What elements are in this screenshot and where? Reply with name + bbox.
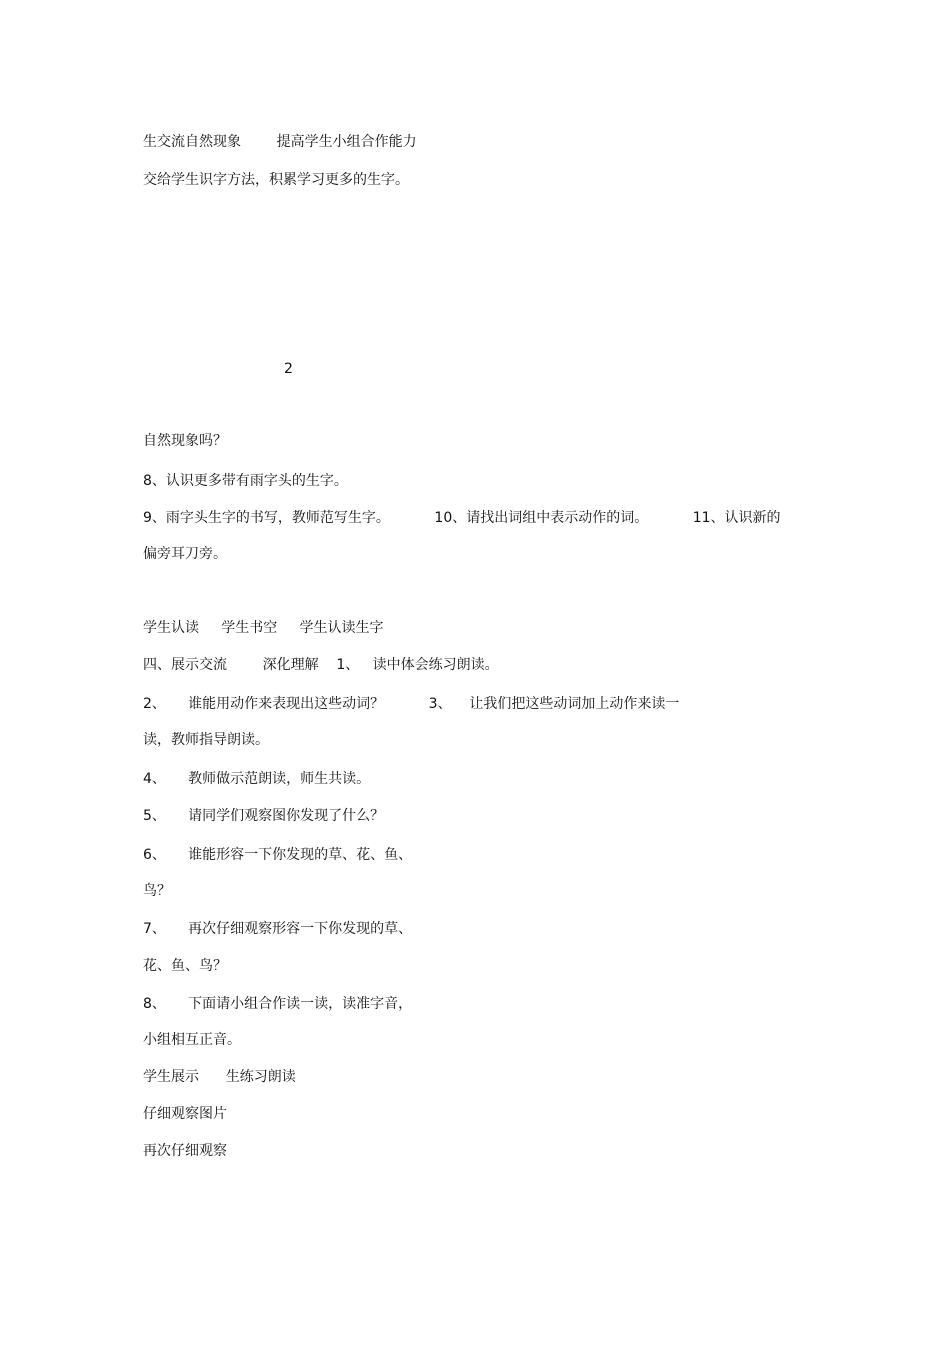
text-line: 四、展示交流 深化理解 1、 读中体会练习朗读。: [143, 657, 499, 673]
text-line: 8、认识更多带有雨字头的生字。: [143, 473, 348, 489]
text-line: 自然现象吗？: [143, 433, 227, 449]
page-number: 2: [284, 361, 293, 377]
text-line: 学生认读 学生书空 学生认读生字: [143, 620, 384, 636]
text-line: 再次仔细观察: [143, 1143, 227, 1159]
text-line: 学生展示 生练习朗读: [143, 1069, 296, 1085]
text-line: 花、鱼、鸟？: [143, 958, 227, 974]
text-line: 9、雨字头生字的书写，教师范写生字。 10、请找出词组中表示动作的词。 11、认识新的: [143, 510, 781, 526]
text-line: 2、 谁能用动作来表现出这些动词？ 3、 让我们把这些动词加上动作来读一: [143, 696, 680, 712]
text-line: 鸟？: [143, 883, 171, 899]
text-line: 4、 教师做示范朗读，师生共读。: [143, 771, 371, 787]
text-line: 读，教师指导朗读。: [143, 732, 269, 748]
text-line: 7、 再次仔细观察形容一下你发现的草、: [143, 921, 413, 937]
text-line: 交给学生识字方法，积累学习更多的生字。: [143, 172, 409, 188]
text-line: 偏旁耳刀旁。: [143, 546, 227, 562]
text-line: 生交流自然现象 提高学生小组合作能力: [143, 134, 417, 150]
text-line: 8、 下面请小组合作读一读，读准字音，: [143, 996, 413, 1012]
text-line: 6、 谁能形容一下你发现的草、花、鱼、: [143, 847, 413, 863]
text-line: 小组相互正音。: [143, 1032, 241, 1048]
text-line: 5、 请同学们观察图你发现了什么？: [143, 808, 385, 824]
text-line: 仔细观察图片: [143, 1106, 227, 1122]
